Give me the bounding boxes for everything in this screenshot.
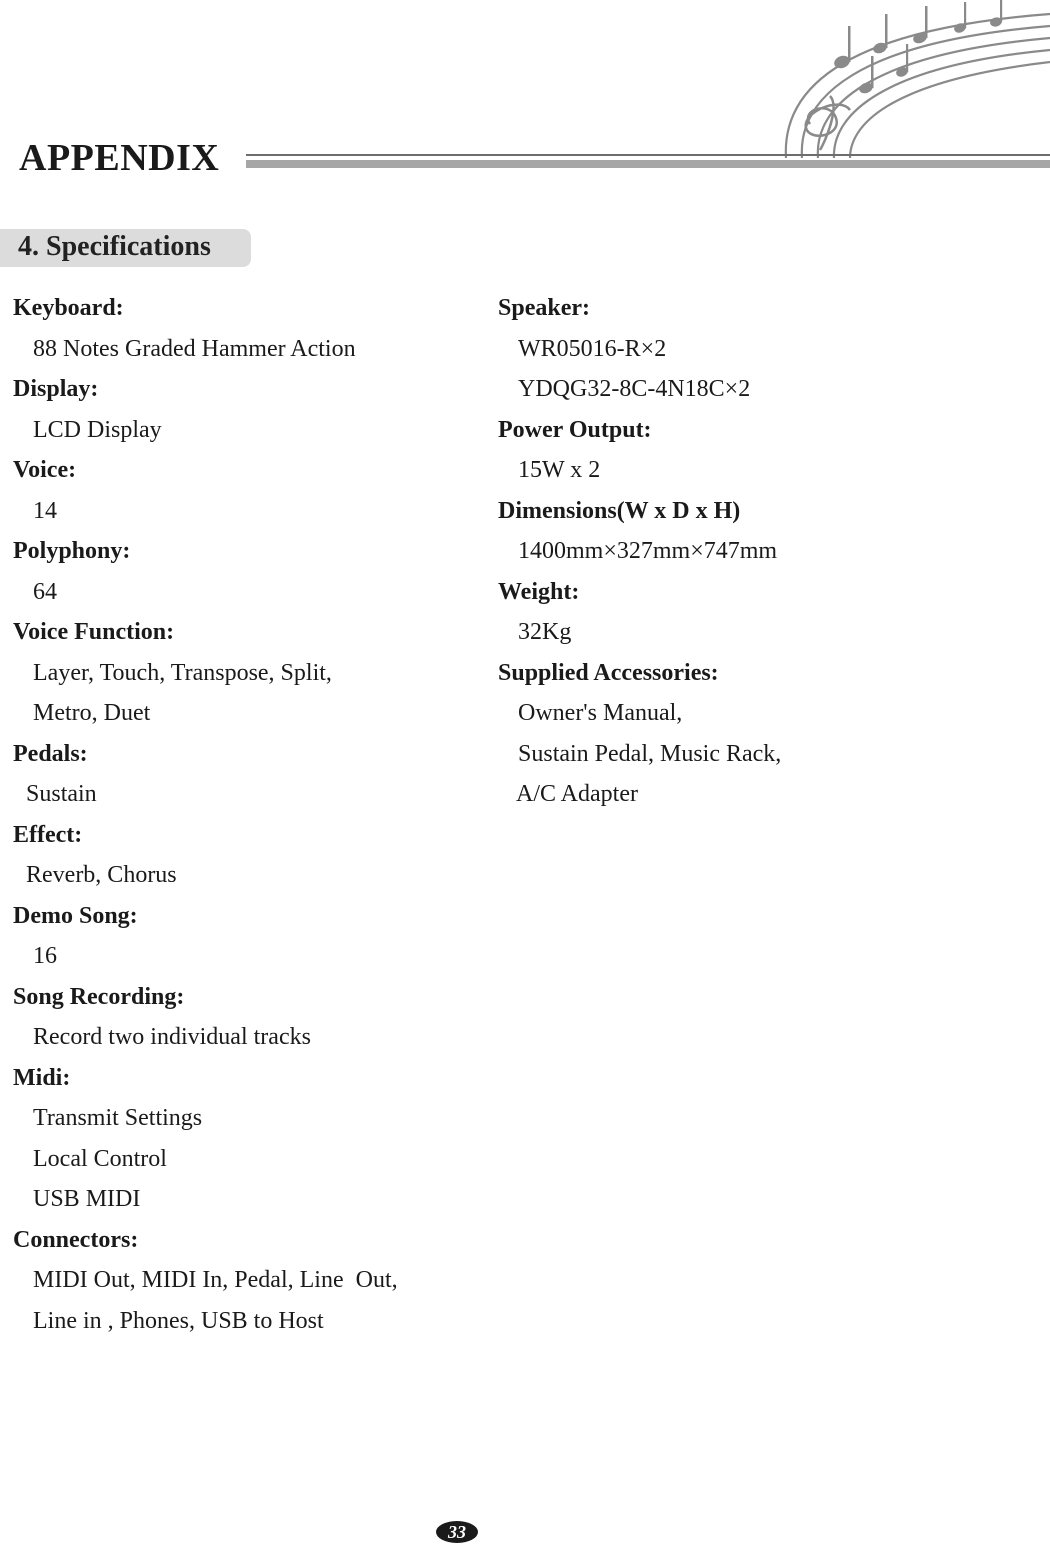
spec-value: Owner's Manual, xyxy=(518,700,683,726)
spec-value: Local Control xyxy=(33,1145,167,1172)
spec-value: A/C Adapter xyxy=(516,781,638,807)
spec-label: Keyboard: xyxy=(13,295,124,321)
spec-value: WR05016-R×2 xyxy=(518,335,667,362)
spec-label: Voice Function: xyxy=(13,619,175,645)
spec-weight xyxy=(498,572,1018,653)
spec-value: 32Kg xyxy=(518,619,572,645)
spec-display xyxy=(13,369,483,450)
spec-label: Power Output: xyxy=(498,416,652,443)
spec-value: MIDI Out, MIDI In, Pedal, Line Out, xyxy=(33,1267,398,1293)
spec-voice-function xyxy=(13,612,483,734)
page-number-badge xyxy=(436,1521,478,1545)
spec-value: Record two individual tracks xyxy=(33,1024,311,1050)
spec-pedals xyxy=(13,734,483,815)
spec-value: Line in , Phones, USB to Host xyxy=(33,1307,324,1334)
spec-value: 64 xyxy=(33,578,57,605)
page-title: APPENDIX xyxy=(19,137,220,179)
spec-value: USB MIDI xyxy=(33,1186,141,1212)
spec-value: YDQG32-8C-4N18C×2 xyxy=(518,376,751,402)
spec-label: Display: xyxy=(13,376,99,402)
spec-value: 88 Notes Graded Hammer Action xyxy=(33,335,356,362)
spec-value: Reverb, Chorus xyxy=(26,862,177,888)
section-heading-tab xyxy=(0,229,251,267)
spec-supplied-accessories xyxy=(498,653,1018,815)
spec-label: Connectors: xyxy=(13,1226,139,1253)
spec-value: LCD Display xyxy=(33,416,162,443)
spec-connectors xyxy=(13,1220,483,1342)
spec-demo-song xyxy=(13,896,483,977)
spec-value: 16 xyxy=(33,943,57,969)
title-rule xyxy=(246,154,1050,170)
spec-value: Sustain Pedal, Music Rack, xyxy=(518,740,782,767)
spec-value: 15W x 2 xyxy=(518,457,601,483)
spec-power-output xyxy=(498,410,1018,491)
music-staff-swirl-icon xyxy=(770,0,1050,160)
spec-value: Layer, Touch, Transpose, Split, xyxy=(33,659,332,686)
title-rule-thin-line xyxy=(246,154,1050,156)
spec-keyboard xyxy=(13,288,483,369)
spec-label: Voice: xyxy=(13,457,77,483)
spec-label: Demo Song: xyxy=(13,902,138,929)
spec-label: Midi: xyxy=(13,1064,71,1091)
spec-value: Transmit Settings xyxy=(33,1105,203,1131)
spec-dimensions xyxy=(498,491,1018,572)
spec-label: Polyphony: xyxy=(13,538,131,564)
spec-label: Pedals: xyxy=(13,740,88,767)
spec-song-recording xyxy=(13,977,483,1058)
spec-label: Song Recording: xyxy=(13,983,185,1010)
spec-polyphony xyxy=(13,531,483,612)
specs-right-column xyxy=(498,288,1018,815)
spec-value: Metro, Duet xyxy=(33,700,151,726)
spec-effect xyxy=(13,815,483,896)
spec-label: Effect: xyxy=(13,821,83,848)
spec-label: Weight: xyxy=(498,578,580,605)
spec-speaker xyxy=(498,288,1018,410)
spec-value: 1400mm×327mm×747mm xyxy=(518,538,778,564)
spec-label: Supplied Accessories: xyxy=(498,659,719,686)
spec-label: Dimensions(W x D x H) xyxy=(498,497,741,524)
spec-label: Speaker: xyxy=(498,295,590,321)
specs-left-column xyxy=(13,288,483,1341)
spec-midi xyxy=(13,1058,483,1220)
page-number: 33 xyxy=(448,1522,466,1542)
spec-value: Sustain xyxy=(26,781,97,807)
section-heading: 4. Specifications xyxy=(18,231,211,262)
title-rule-thick-line xyxy=(246,160,1050,168)
spec-voice xyxy=(13,450,483,531)
spec-value: 14 xyxy=(33,497,57,524)
